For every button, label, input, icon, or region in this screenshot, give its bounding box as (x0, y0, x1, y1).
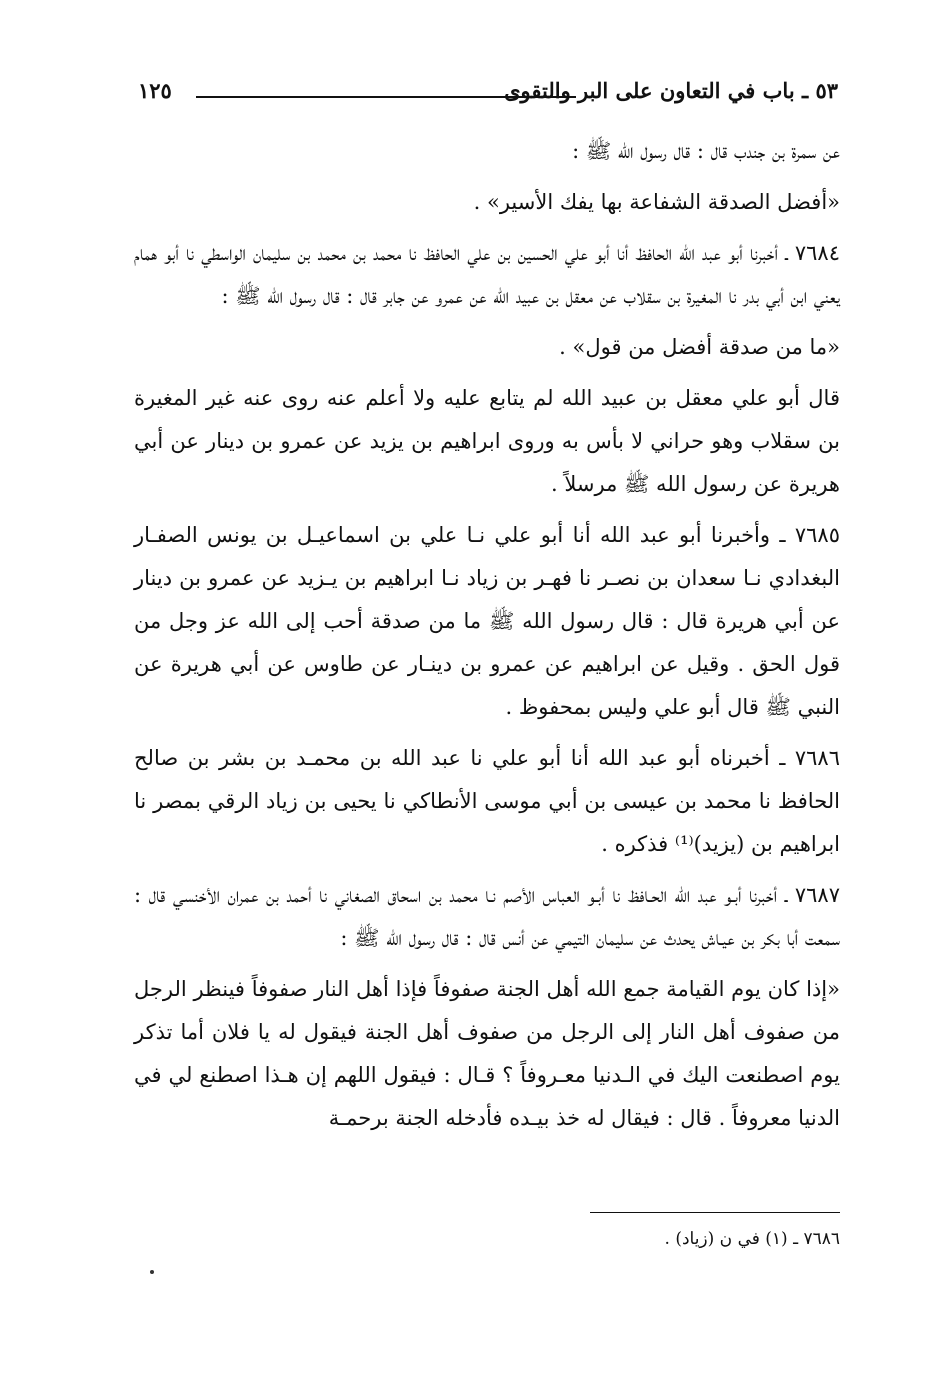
paragraph-7684: ٧٦٨٤ ـ أخبرنا أبو عبد الله الحافظ أنا أبو علي الحسين بن علي الحافظ نا محمد بن محمد بن سليمان الواسطي نا أبو همام يعني ابن أبي بدر نا المغيرة بن سقلاب عن معقل بن عبيد الله عن عمرو عن جابر قال : قال رسول الله ﷺ : (134, 241, 840, 308)
header-rule (196, 96, 576, 98)
page-number: ١٢٥ (138, 78, 172, 103)
paragraph-7685: ٧٦٨٥ ـ وأخبرنا أبو عبد الله أنا أبو علي نـا علي بن اسماعيـل بن يونس الصفـار البغدادي نـا سعدان بن نصـر نا فهـر بن زياد نـا ابراهيم بن يـزيد عن عمرو بن دينار عن أبي هريرة قال : قال رسول الله ﷺ ما من صدقة أحب إلى الله عز وجل من قول الحق . وقيل عن ابراهيم عن عمرو بن دينـار عن طاوس عن أبي هريرة عن النبي ﷺ قال أبو علي وليس بمحفوظ . (134, 523, 841, 719)
paragraph-intro: عن سمرة بن جندب قال : قال رسول الله ﷺ : (572, 139, 840, 163)
paragraph-7687: ٧٦٨٧ ـ أخبرنا أبـو عبد الله الحـافظ نا أبـو العباس الأصم نـا محمد بن اسحاق الصغاني نا أحمد بن عمران الأخنسي قال : سمعت أبا بكر بن عيـاش يحدث عن سليمان التيمي عن أنس قال : قال رسول الله ﷺ : (134, 883, 840, 950)
paragraph-7686: ٧٦٨٦ ـ أخبرناه أبو عبد الله أنا أبو علي نا عبد الله بن محمـد بن بشر بن صالح الحافظ نا محمد بن عيسى بن أبي موسى الأنطاكي نا يحيى بن زياد الرقي بمصر نا ابراهيم بن (يزيد)⁽¹⁾ فذكره . (134, 746, 840, 856)
paragraph-commentary: قال أبو علي معقل بن عبيد الله لم يتابع عليه ولا أعلم عنه روى عنه غير المغيرة بن سقلاب وهو حراني لا بأس به وروى ابراهيم بن يزيد عن عمرو بن دينار عن أبي هريرة عن رسول الله ﷺ مرسلاً . (134, 386, 840, 496)
paragraph-hadith-quote-1: «أفضل الصدقة الشفاعة بها يفك الأسير» . (473, 190, 840, 214)
chapter-title: ٥٣ ـ باب في التعاون على البر والتقوى (504, 78, 838, 103)
running-header (138, 74, 838, 114)
main-text (134, 130, 840, 1148)
footnote-rule (590, 1212, 840, 1213)
footnote: ٧٦٨٦ ـ (١) في ن (زياد) . (664, 1229, 840, 1249)
scan-speck (150, 1270, 154, 1274)
paragraph-hadith-quote-3: «إذا كان يوم القيامة جمع الله أهل الجنة صفوفاً فإذا أهل النار صفوفاً فينظر الرجل من صفوف أهل النار إلى الرجل من صفوف أهل الجنة فيقول له يا فلان أما تذكر يوم اصطنعت اليك في الـدنيا معـروفاً ؟ قـال : فيقول اللهم إن هـذا اصطنع لي في الدنيا معروفاً . قال : فيقال له خذ بيـده فأدخله الجنة برحمـة (134, 977, 840, 1130)
paragraph-hadith-quote-2: «ما من صدقة أفضل من قول» . (559, 335, 840, 359)
